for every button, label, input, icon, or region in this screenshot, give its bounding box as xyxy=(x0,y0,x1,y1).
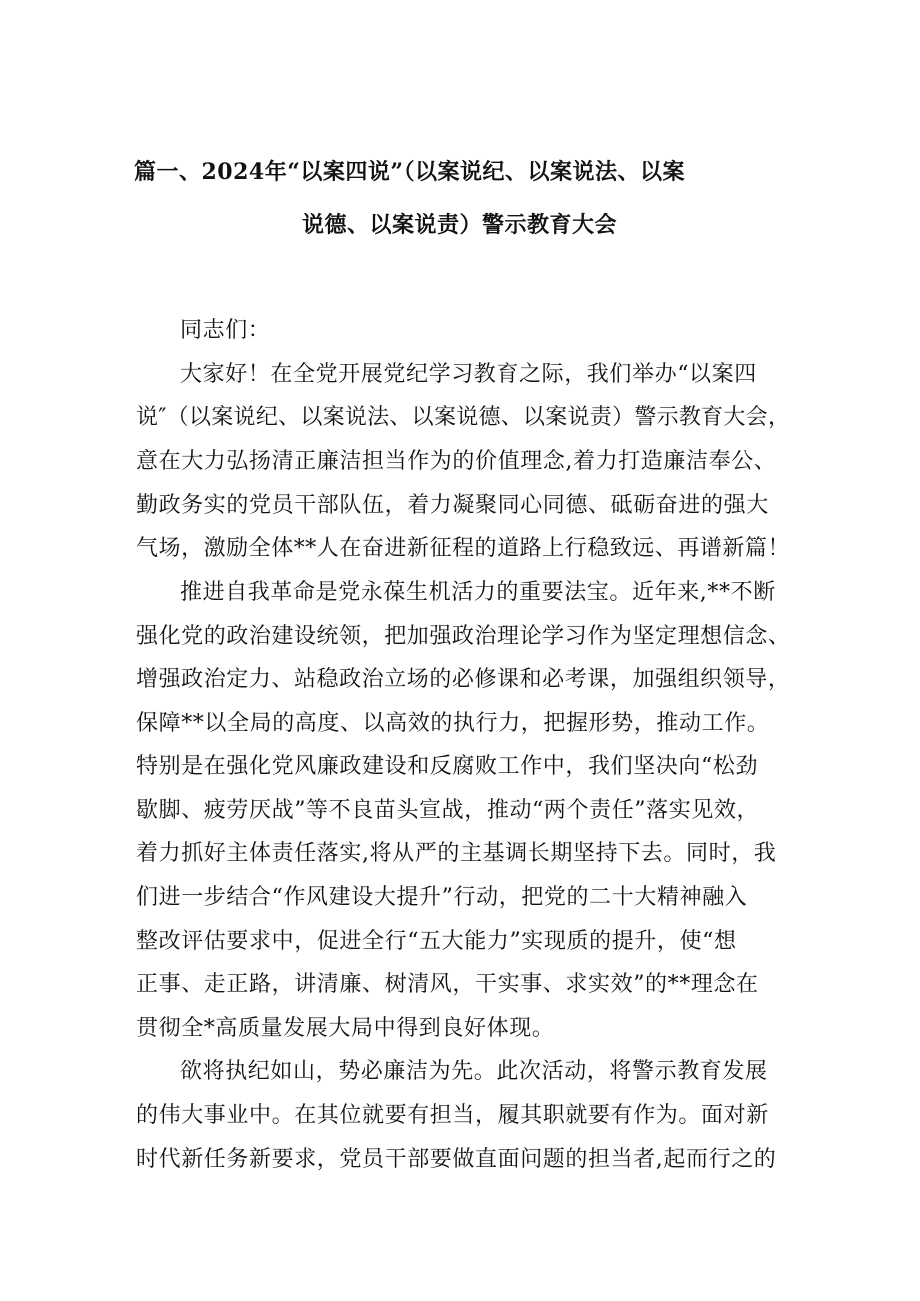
document-title-line-2: 说德、以案说责）警示教育大会 xyxy=(302,212,618,238)
document-title-line-1: 篇一、2024年“以案四说”（以案说纪、以案说法、以案 xyxy=(134,159,686,185)
paragraph-line: 气场，激励全体**人在奋进新征程的道路上行稳致远、再谱新篇！ xyxy=(136,536,791,561)
paragraph-line: 欲将执纪如山，势必廉洁为先。此次活动，将警示教育发展 xyxy=(180,1059,768,1084)
paragraph-line: 正事、走正路，讲清廉、树清风，干实事、求实效”的**理念在 xyxy=(136,972,759,997)
paragraph-line: 贯彻全*高质量发展大局中得到良好体现。 xyxy=(136,1016,555,1041)
paragraph-line: 歇脚、疲劳厌战”等不良苗头宣战，推动“两个责任”落实见效， xyxy=(136,798,760,823)
paragraph-line: 勤政务实的党员干部队伍，着力凝聚同心同德、砥砺奋进的强大 xyxy=(136,493,769,518)
paragraph-line: 说″（以案说纪、以案说法、以案说德、以案说责）警示教育大会， xyxy=(136,405,791,430)
paragraph-line: 的伟大事业中。在其位就要有担当，履其职就要有作为。面对新 xyxy=(136,1103,769,1128)
paragraph-line: 时代新任务新要求，党员干部要做直面问题的担当者,起而行之的 xyxy=(136,1147,777,1172)
paragraph-line: 特别是在强化党风廉政建设和反腐败工作中，我们坚决向“松劲 xyxy=(136,754,759,779)
salutation: 同志们： xyxy=(180,318,271,343)
paragraph-line: 保障**以全局的高度、以高效的执行力，把握形势，推动工作。 xyxy=(136,711,770,736)
paragraph-line: 强化党的政治建设统领，把加强政治理论学习作为坚定理想信念、 xyxy=(136,624,791,649)
paragraph-line: 增强政治定力、站稳政治立场的必修课和必考课，加强组织领导， xyxy=(136,667,791,692)
paragraph-line: 们进一步结合“作风建设大提升”行动，把党的二十大精神融入 xyxy=(136,885,748,910)
paragraph-line: 着力抓好主体责任落实,将从严的主基调长期坚持下去。同时，我 xyxy=(136,841,777,866)
paragraph-line: 大家好！在全党开展党纪学习教育之际，我们举办“以案四 xyxy=(180,362,757,387)
paragraph-line: 整改评估要求中，促进全行“五大能力”实现质的提升，使“想 xyxy=(136,929,737,954)
paragraph-line: 推进自我革命是党永葆生机活力的重要法宝。近年来,**不断 xyxy=(180,580,776,605)
paragraph-line: 意在大力弘扬清正廉洁担当作为的价值理念,着力打造廉洁奉公、 xyxy=(136,449,777,474)
